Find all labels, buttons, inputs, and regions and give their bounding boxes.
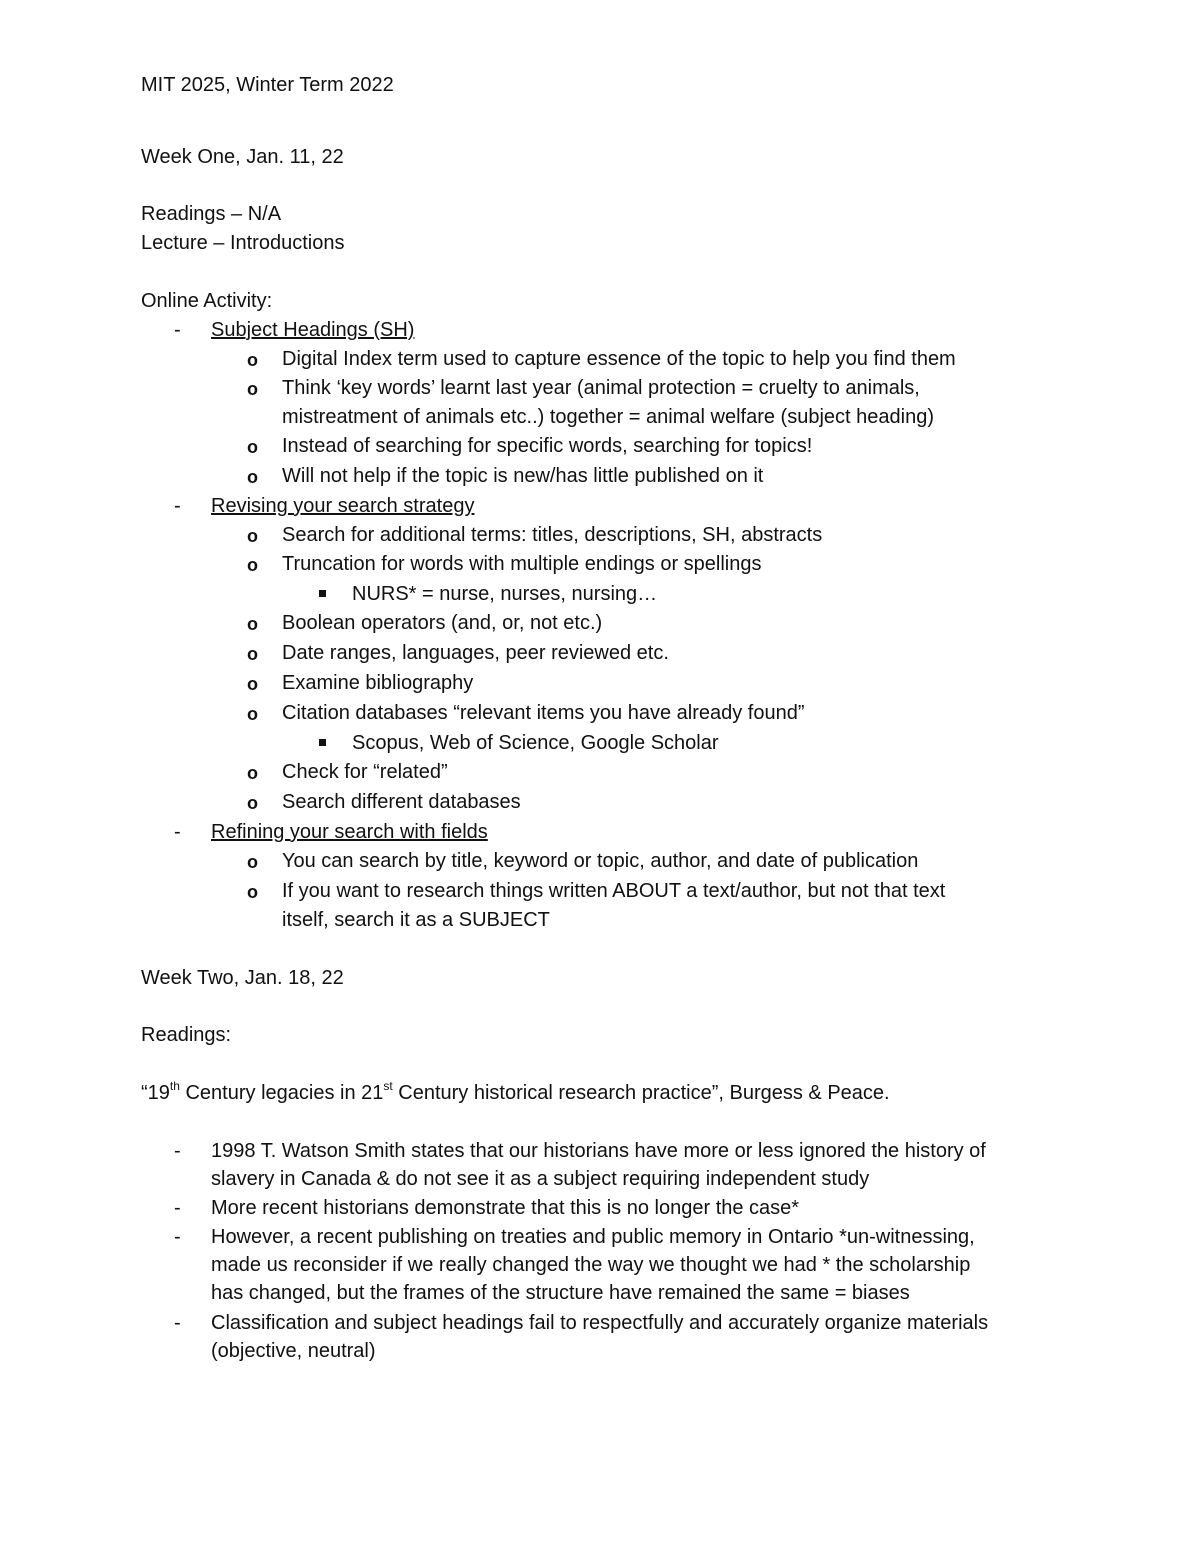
list-item-continuation: (objective, neutral)	[211, 1340, 376, 1362]
circle-bullet: o	[247, 793, 258, 813]
circle-bullet: o	[247, 852, 258, 872]
circle-bullet: o	[247, 555, 258, 575]
citation-part: Century legacies in 21	[179, 1082, 384, 1104]
list-item: Truncation for words with multiple endings or spellings	[282, 553, 762, 575]
list-item: Examine bibliography	[282, 672, 474, 694]
week-one-lecture: Lecture – Introductions	[141, 232, 345, 254]
list-item: Date ranges, languages, peer reviewed etc.	[282, 642, 669, 664]
citation-part: “19	[141, 1082, 170, 1104]
dash-bullet: -	[174, 1312, 181, 1334]
list-item: Instead of searching for specific words, searching for topics!	[282, 435, 813, 457]
list-item: Will not help if the topic is new/has little published on it	[282, 465, 764, 487]
reading-citation	[141, 1080, 890, 1106]
circle-bullet: o	[247, 467, 258, 487]
circle-bullet: o	[247, 674, 258, 694]
week-one-readings: Readings – N/A	[141, 203, 282, 225]
list-item: Search for additional terms: titles, descriptions, SH, abstracts	[282, 524, 823, 546]
square-bullet	[319, 739, 326, 746]
section-revising-search: Revising your search strategy	[211, 495, 475, 517]
list-item: 1998 T. Watson Smith states that our historians have more or less ignored the history of	[211, 1140, 986, 1162]
dash-bullet: -	[174, 495, 181, 517]
circle-bullet: o	[247, 614, 258, 634]
section-refining-search: Refining your search with fields	[211, 821, 488, 843]
sub-list-item: Scopus, Web of Science, Google Scholar	[352, 732, 719, 754]
list-item: Citation databases “relevant items you have already found”	[282, 702, 805, 724]
list-item: Think ‘key words’ learnt last year (animal protection = cruelty to animals,	[282, 377, 920, 399]
online-activity-label: Online Activity:	[141, 290, 273, 312]
citation-superscript: th	[169, 1079, 180, 1094]
section-subject-headings: Subject Headings (SH)	[211, 319, 415, 341]
list-item: Search different databases	[282, 791, 521, 813]
week-two-heading: Week Two, Jan. 18, 22	[141, 967, 344, 989]
square-bullet	[319, 590, 326, 597]
circle-bullet: o	[247, 704, 258, 724]
list-item: Digital Index term used to capture essence of the topic to help you find them	[282, 348, 956, 370]
circle-bullet: o	[247, 763, 258, 783]
dash-bullet: -	[174, 319, 181, 341]
circle-bullet: o	[247, 350, 258, 370]
list-item-continuation: made us reconsider if we really changed the way we thought we had * the scholarship	[211, 1254, 971, 1276]
list-item: You can search by title, keyword or topic, author, and date of publication	[282, 850, 919, 872]
dash-bullet: -	[174, 821, 181, 843]
dash-bullet: -	[174, 1140, 181, 1162]
list-item-continuation: mistreatment of animals etc..) together = animal welfare (subject heading)	[282, 406, 934, 428]
citation-superscript: st	[383, 1079, 393, 1094]
list-item: If you want to research things written ABOUT a text/author, but not that text	[282, 880, 946, 902]
week-two-readings-label: Readings:	[141, 1024, 232, 1046]
list-item-continuation: has changed, but the frames of the structure have remained the same = biases	[211, 1282, 910, 1304]
list-item: More recent historians demonstrate that this is no longer the case*	[211, 1197, 800, 1219]
circle-bullet: o	[247, 379, 258, 399]
list-item-continuation: slavery in Canada & do not see it as a subject requiring independent study	[211, 1168, 870, 1190]
sub-list-item: NURS* = nurse, nurses, nursing…	[352, 583, 658, 605]
week-one-heading: Week One, Jan. 11, 22	[141, 146, 344, 168]
circle-bullet: o	[247, 882, 258, 902]
list-item: However, a recent publishing on treaties and public memory in Ontario *un-witnessing,	[211, 1226, 975, 1248]
circle-bullet: o	[247, 644, 258, 664]
list-item: Classification and subject headings fail to respectfully and accurately organize materials	[211, 1312, 989, 1334]
course-title: MIT 2025, Winter Term 2022	[141, 74, 394, 96]
list-item: Boolean operators (and, or, not etc.)	[282, 612, 603, 634]
list-item-continuation: itself, search it as a SUBJECT	[282, 909, 550, 931]
citation-part: Century historical research practice”, Burgess & Peace.	[392, 1082, 890, 1104]
list-item: Check for “related”	[282, 761, 448, 783]
dash-bullet: -	[174, 1197, 181, 1219]
dash-bullet: -	[174, 1226, 181, 1248]
circle-bullet: o	[247, 526, 258, 546]
circle-bullet: o	[247, 437, 258, 457]
